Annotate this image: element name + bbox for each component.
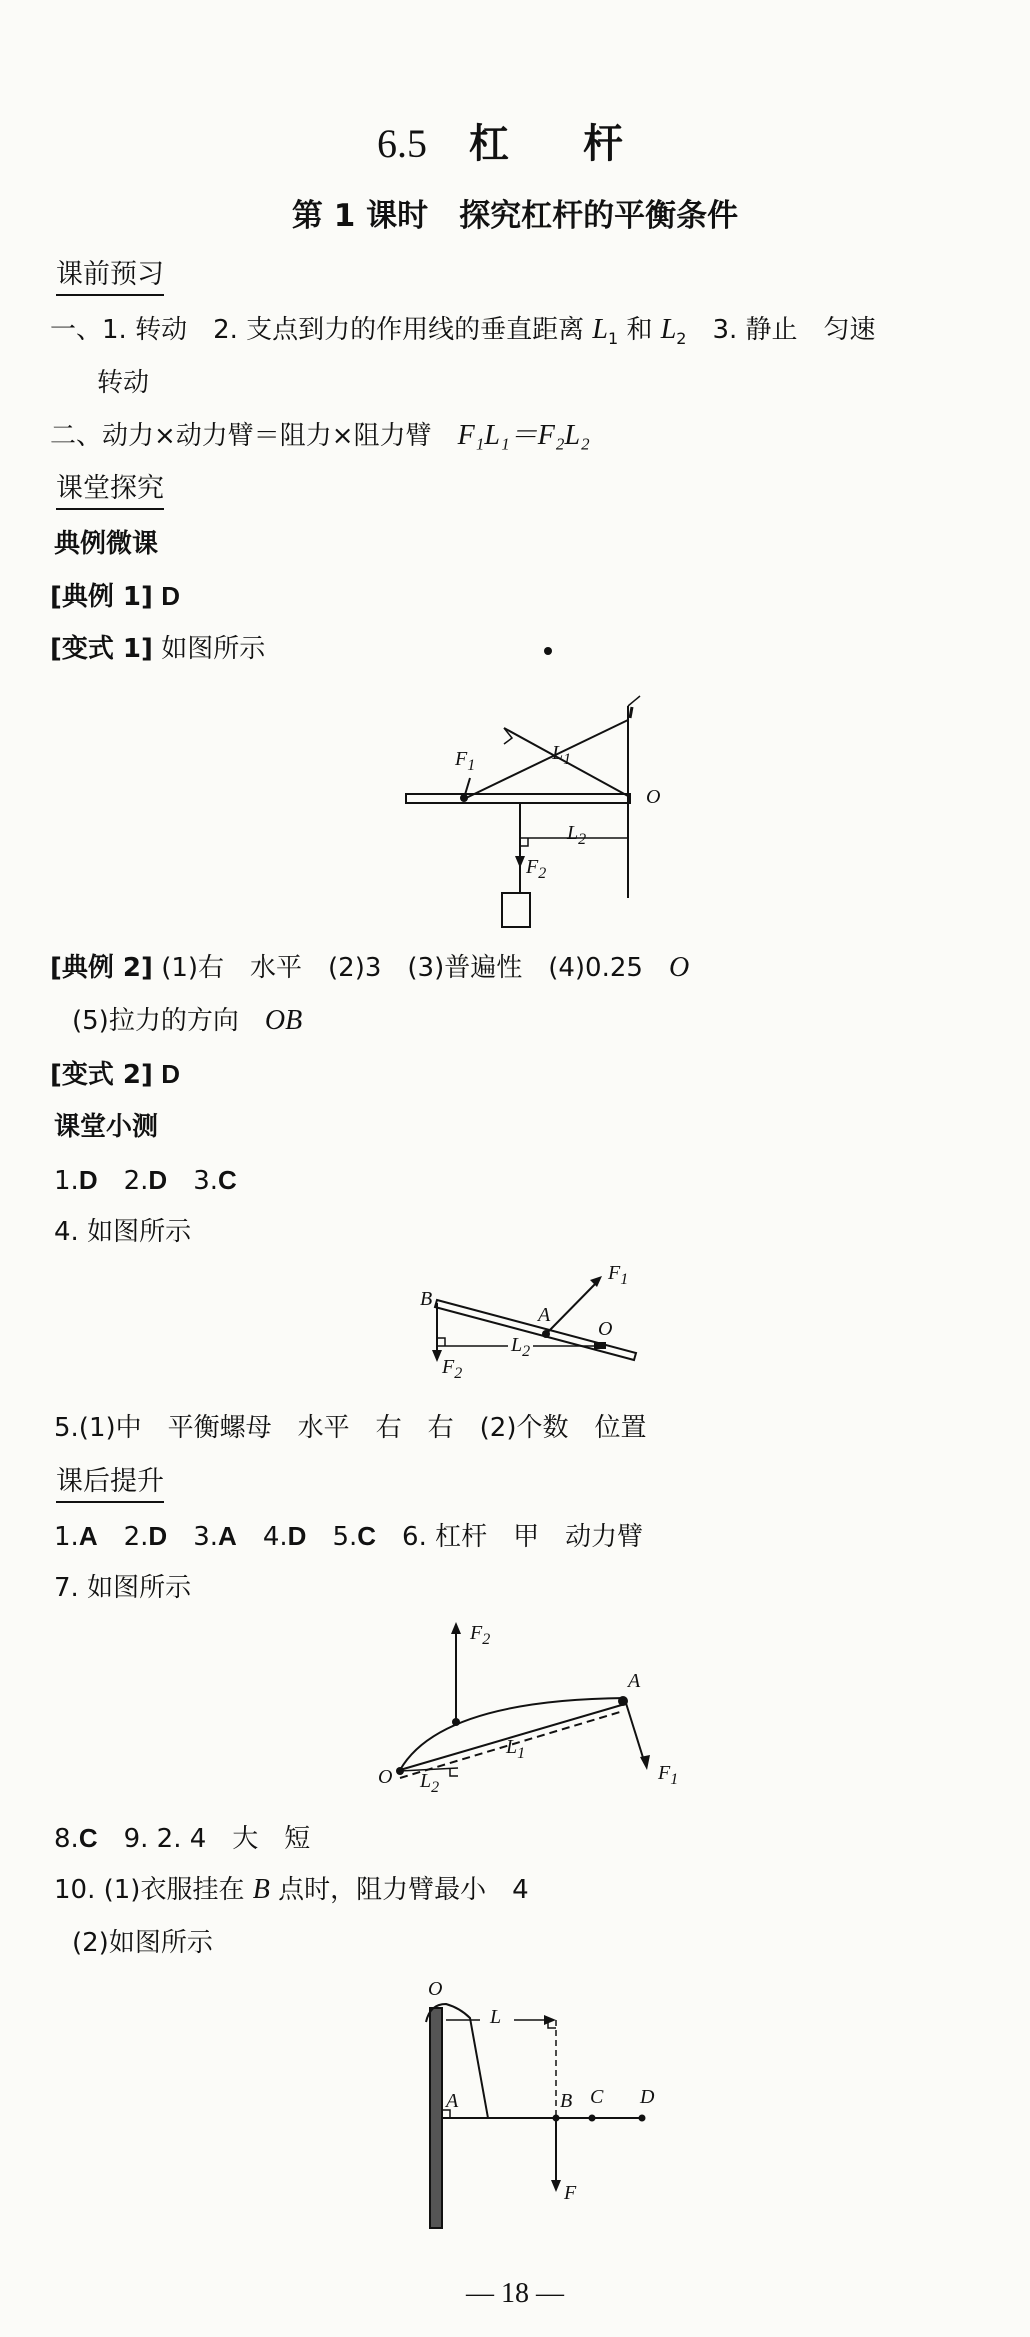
example-2-text: (1)右 水平 (2)3 (3)普遍性 (4)0.25 — [161, 953, 669, 983]
post-q4-answer: D — [287, 1521, 307, 1551]
chapter-name: 杠 杆 — [469, 121, 653, 167]
fig4-point-D — [639, 2115, 646, 2122]
fig2-F1-sub: 1 — [620, 1271, 629, 1288]
example-1-tag: [典例 1] — [50, 582, 153, 612]
fig4-label-B: B — [560, 2090, 573, 2112]
fig3-F1-text: F — [658, 1762, 671, 1784]
fig4-label-O: O — [428, 1978, 443, 2000]
fig4-label-L: L — [490, 2006, 502, 2028]
fig1-F2-sub: 2 — [538, 865, 547, 882]
pre-q1-l2-sub: 2 — [676, 329, 687, 349]
class-heading: 典例微课 — [54, 529, 159, 559]
example-2-tag: [典例 2] — [50, 953, 153, 983]
test-3-num: 3. — [193, 1166, 219, 1196]
test-3-answer: C — [218, 1165, 237, 1195]
chapter-number: 6.5 — [377, 121, 428, 166]
fig3-label-A: A — [628, 1670, 641, 1692]
post-q10-a-tail: 点时，阻力臂最小 4 — [269, 1875, 529, 1905]
variant-2-tag: [变式 2] — [50, 1060, 153, 1090]
post-q5-num: 5. — [332, 1522, 358, 1552]
example-2-cont-text: (5)拉力的方向 — [72, 1006, 265, 1036]
test-2-answer: D — [148, 1165, 168, 1195]
fig2-F2-text: F — [442, 1356, 455, 1378]
pre-q1-tail: 3. 静止 匀速 — [686, 315, 876, 345]
example-1-answer: D — [161, 581, 180, 611]
post-q7: 7. 如图所示 — [54, 1573, 192, 1603]
example-2-italic: O — [668, 952, 690, 983]
post-q3-num: 3. — [193, 1522, 219, 1552]
pre-q1-continuation: 转动 — [97, 368, 150, 398]
pre-q2-text: 二、动力×动力臂＝阻力×阻力臂 — [50, 421, 458, 451]
fig2-label-O: O — [598, 1318, 613, 1340]
post-q4-num: 4. — [262, 1522, 288, 1552]
post-q5-answer: C — [357, 1521, 377, 1551]
fig1-L1-sub: 1 — [563, 751, 572, 768]
fig4-F-arrowhead — [551, 2180, 561, 2192]
fig3-F2-sub: 2 — [482, 1631, 491, 1648]
fig4-point-C — [589, 2115, 596, 2122]
pre-q2-formula: F₁L₁＝F₂L₂ — [457, 420, 590, 451]
fig4-label-C: C — [590, 2086, 604, 2108]
post-q1-answer: A — [78, 1521, 98, 1551]
section-pre-class: 课前预习 — [56, 258, 164, 296]
variant-1-tag: [变式 1] — [50, 634, 153, 664]
fig4-label-A: A — [446, 2090, 459, 2112]
fig3-L2-sub: 2 — [431, 1779, 440, 1796]
fig1-F2-text: F — [526, 856, 539, 878]
fig3-L2-text: L — [420, 1770, 432, 1792]
fig2-L2-text: L — [511, 1334, 523, 1356]
post-q10-a-italic: B — [252, 1874, 270, 1905]
post-q10-part2: (2)如图所示 — [72, 1928, 213, 1958]
post-q9-text: 9. 2. 4 大 短 — [123, 1824, 311, 1854]
section-in-class: 课堂探究 — [56, 472, 164, 510]
post-q1-num: 1. — [54, 1522, 79, 1552]
fig2-F1-text: F — [608, 1262, 621, 1284]
test-1-num: 1. — [54, 1166, 79, 1196]
post-q2-num: 2. — [123, 1522, 149, 1552]
pre-q1-l1-sub: 1 — [608, 329, 619, 349]
pre-q1-l1: L — [592, 314, 608, 345]
test-1-answer: D — [78, 1165, 98, 1195]
fig3-L1-sub: 1 — [517, 1745, 526, 1762]
post-q8-num: 8. — [54, 1824, 79, 1854]
class-test-5: 5.(1)中 平衡螺母 水平 右 右 (2)个数 位置 — [54, 1413, 647, 1443]
fig1-L2-sub: 2 — [578, 831, 587, 848]
pre-q1-and: 和 — [618, 315, 661, 345]
fig1-label-O: O — [646, 786, 661, 808]
variant-2-answer: D — [161, 1059, 180, 1089]
example-2-cont-italic: OB — [264, 1005, 303, 1036]
fig1-F1-text: F — [455, 748, 468, 770]
fig4-pole — [430, 2008, 442, 2228]
post-q6-text: 6. 杠杆 甲 动力臂 — [402, 1522, 644, 1552]
post-q3-answer: A — [218, 1521, 237, 1551]
page-number: — 18 — — [466, 2278, 564, 2309]
fig3-F1-sub: 1 — [670, 1771, 679, 1788]
fig2-F2-sub: 2 — [454, 1365, 463, 1382]
fig2-label-A: A — [538, 1304, 551, 1326]
fig4-label-D: D — [640, 2086, 655, 2108]
fig4-point-B — [553, 2115, 560, 2122]
fig4-L-arrowhead — [544, 2015, 556, 2025]
fig1-L2-text: L — [567, 822, 579, 844]
variant-1-text: 如图所示 — [161, 634, 266, 664]
pre-q1-l2: L — [660, 314, 677, 345]
fig3-L1-text: L — [506, 1736, 518, 1758]
lesson-subtitle: 第 1 课时 探究杠杆的平衡条件 — [291, 198, 739, 234]
post-q2-answer: D — [148, 1521, 168, 1551]
pre-q1-lead: 一、1. 转动 2. 支点到力的作用线的垂直距离 — [50, 315, 593, 345]
fig2-label-B: B — [420, 1288, 433, 1310]
class-test-4: 4. 如图所示 — [54, 1217, 192, 1247]
fig3-label-O: O — [378, 1766, 393, 1788]
fig1-L1-text: L — [552, 742, 564, 764]
class-test-heading: 课堂小测 — [54, 1112, 159, 1142]
fig1-F1-sub: 1 — [467, 757, 476, 774]
fig2-L2-sub: 2 — [522, 1343, 531, 1360]
section-after-class: 课后提升 — [56, 1465, 164, 1503]
post-q8-answer: C — [78, 1823, 98, 1853]
fig3-F2-text: F — [470, 1622, 483, 1644]
post-q10-a-text: 10. (1)衣服挂在 — [54, 1875, 253, 1905]
test-2-num: 2. — [123, 1166, 149, 1196]
fig4-label-F: F — [564, 2182, 577, 2204]
